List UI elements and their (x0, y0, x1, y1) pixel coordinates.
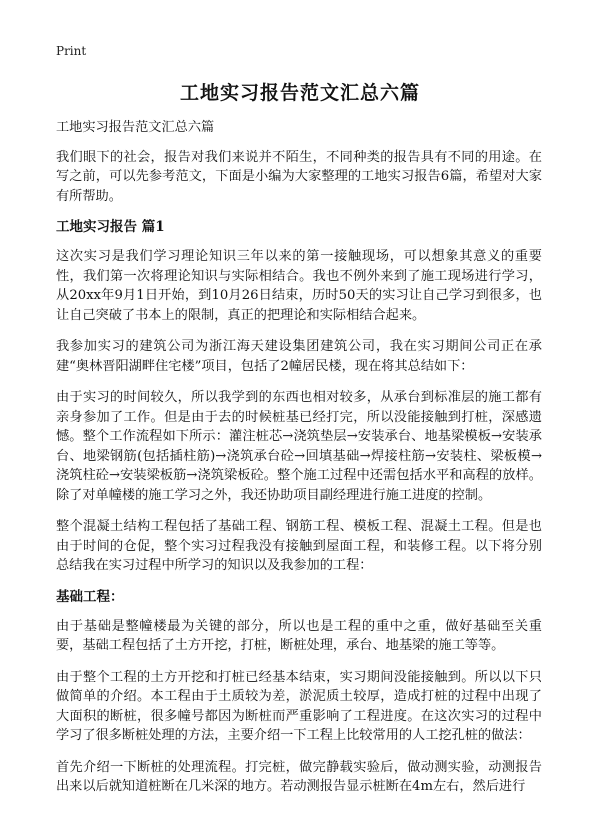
paragraph: 由于实习的时间较久，所以我学到的东西也相对较多，从承台到标准层的施工都有亲身参加了工作。但是由于去的时候桩基已经打完，所以没能接触到打桩，深感遗憾。整个工作流程如下所示：灌注桩芯→浇筑垫层→安装承台、地基梁模板→安装承台、地梁钢筋(包括插柱筋)→浇筑承台砼→回填基础→焊接柱筋→安装柱、梁板模→浇筑柱砼→安装梁板筋→浇筑梁板砼。整个施工过程中还需包括水平和高程的放样。除了对单幢楼的施工学习之外，我还协助项目副经理进行施工进度的控制。 (56, 390, 542, 503)
paragraph: 这次实习是我们学习理论知识三年以来的第一接触现场，可以想象其意义的重要性，我们第一次将理论知识与实际相结合。我也不例外来到了施工现场进行学习，从20xx年9月1日开始，到10月26日结束，历时50天的实习让自己学习到很多，也让自己突破了书本上的限制，真正的把理论和实际相结合起来。 (56, 249, 542, 323)
document-body (56, 118, 542, 809)
paragraph: 由于整个工程的土方开挖和打桩已经基本结束，实习期间没能接触到。所以以下只做简单的介绍。本工程由于土质较为差，淤泥质土较厚，造成打桩的过程中出现了大面积的断桩，很多幢号都因为断桩而严重影响了工程进度。在这次实习的过程中学习了很多断桩处理的方法，主要介绍一下工程上比较常用的人工挖孔桩的做法： (56, 669, 542, 743)
document-title: 工地实习报告范文汇总六篇 (179, 82, 420, 104)
section-heading-1: 工地实习报告 篇1 (56, 219, 165, 235)
intro-paragraph: 我们眼下的社会，报告对我们来说并不陌生，不同种类的报告具有不同的用途。在写之前，可以先参考范文，下面是小编为大家整理的工地实习报告6篇，希望对大家有所帮助。 (56, 149, 542, 204)
paragraph: 我参加实习的建筑公司为浙江海天建设集团建筑公司，我在实习期间公司正在承建“奥林晋阳湖畔住宅楼”项目，包括了2幢居民楼，现在将其总结如下： (56, 339, 542, 374)
paragraph: 整个混凝土结构工程包括了基础工程、钢筋工程、模板工程、混凝土工程。但是也由于时间的仓促，整个实习过程我没有接触到屋面工程，和装修工程。以下将分别总结我在实习过程中所学习的知识以及我参加的工程： (56, 519, 542, 573)
paragraph: 由于基础是整幢楼最为关键的部分，所以也是工程的重中之重，做好基础至关重要，基础工程包括了土方开挖，打桩，断桩处理，承台、地基梁的施工等等。 (56, 618, 542, 653)
paragraph: 首先介绍一下断桩的处理流程。打完桩，做完静载实验后，做动测实验，动测报告出来以后就知道桩断在几米深的地方。若动测报告显示桩断在4m左右，然后进行 (56, 759, 542, 794)
document-subtitle: 工地实习报告范文汇总六篇 (56, 120, 215, 135)
print-link[interactable]: Print (56, 44, 87, 58)
section-heading-2: 基础工程： (56, 588, 124, 605)
